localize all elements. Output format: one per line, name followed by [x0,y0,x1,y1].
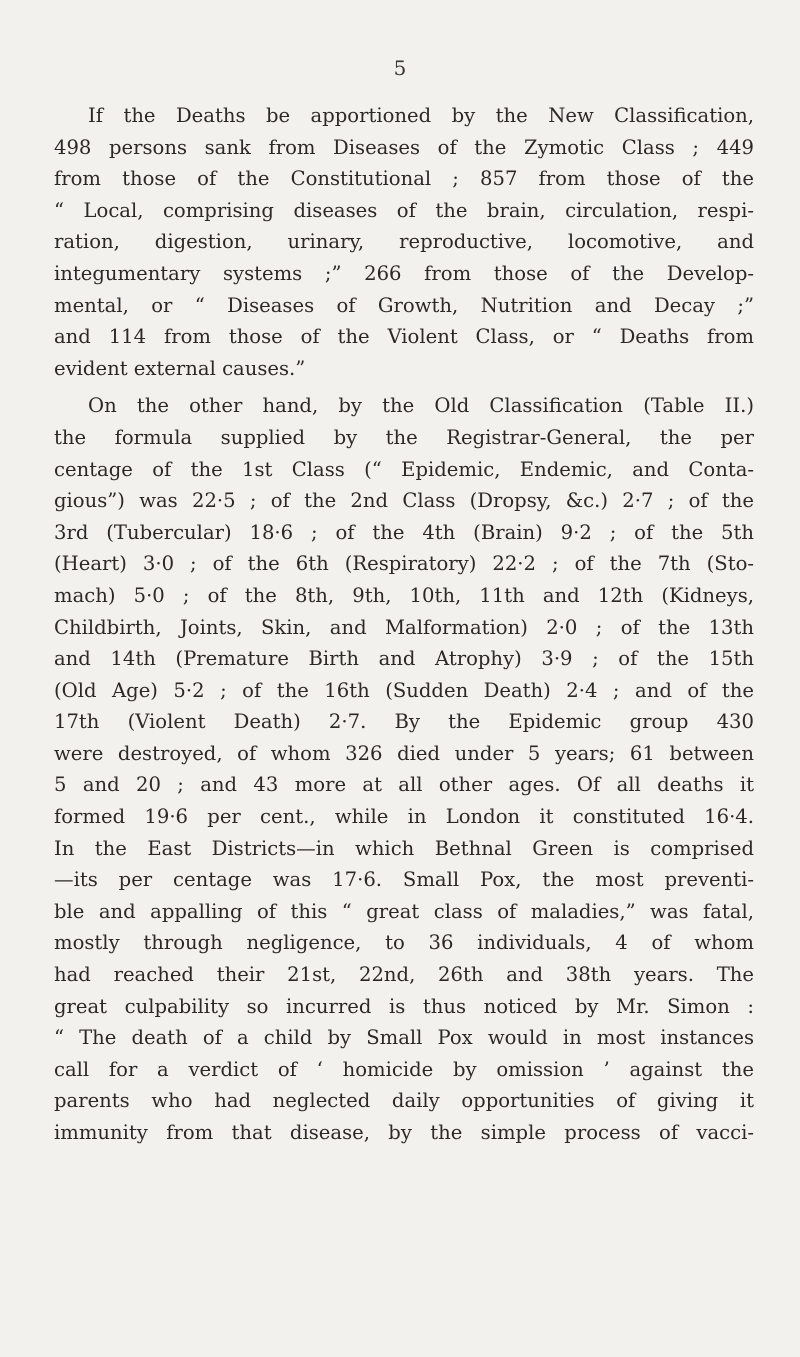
text-line: gious”) was 22·5 ; of the 2nd Class (Dropsy, &c.) 2·7 ; of the [54,489,754,513]
text-line: and 14th (Premature Birth and Atrophy) 3·9 ; of the 15th [54,647,754,671]
text-line: the formula supplied by the Registrar-General, the per [54,425,754,449]
text-line: had reached their 21st, 22nd, 26th and 38th years. The [54,963,754,987]
text-line: 5 and 20 ; and 43 more at all other ages. Of all deaths it [54,773,754,797]
text-line: formed 19·6 per cent., while in London it constituted 16·4. [54,805,754,829]
text-line: —its per centage was 17·6. Small Pox, the most preventi- [54,868,754,892]
text-line: On the other hand, by the Old Classification (Table II.) [88,394,754,418]
text-line: parents who had neglected daily opportunities of giving it [54,1089,754,1113]
text-line: ration, digestion, urinary, reproductive, locomotive, and [54,230,754,254]
text-line: centage of the 1st Class (“ Epidemic, Endemic, and Conta- [54,457,754,481]
text-line: great culpability so incurred is thus noticed by Mr. Simon : [54,994,754,1018]
text-line: Childbirth, Joints, Skin, and Malformation) 2·0 ; of the 13th [54,615,754,639]
text-line: 3rd (Tubercular) 18·6 ; of the 4th (Brain) 9·2 ; of the 5th [54,520,754,544]
text-line: 17th (Violent Death) 2·7. By the Epidemic group 430 [54,710,754,734]
page-number: 5 [393,56,407,80]
paragraph-new-classification [54,100,754,384]
body-text [54,100,754,1149]
text-line: and 114 from those of the Violent Class, or “ Deaths from [54,325,754,349]
text-line: mach) 5·0 ; of the 8th, 9th, 10th, 11th and 12th (Kidneys, [54,583,754,607]
text-line: evident external causes.” [54,356,306,380]
text-line: 498 persons sank from Diseases of the Zymotic Class ; 449 [54,135,754,159]
text-line: If the Deaths be apportioned by the New Classification, [88,104,754,127]
text-line: In the East Districts—in which Bethnal Green is comprised [54,836,754,860]
text-line: from those of the Constitutional ; 857 from those of the [54,167,754,191]
text-line: “ Local, comprising diseases of the brain, circulation, respi- [54,198,754,222]
text-line: call for a verdict of ‘ homicide by omission ’ against the [54,1057,754,1081]
text-line: (Old Age) 5·2 ; of the 16th (Sudden Death) 2·4 ; and of the [54,678,754,702]
text-line: ble and appalling of this “ great class of maladies,” was fatal, [54,899,754,923]
text-line: immunity from that disease, by the simple process of vacci- [54,1121,754,1144]
text-line: mental, or “ Diseases of Growth, Nutrition and Decay ;” [54,293,754,317]
text-line: “ The death of a child by Small Pox would in most instances [54,1026,754,1050]
text-line: (Heart) 3·0 ; of the 6th (Respiratory) 22·2 ; of the 7th (Sto- [54,552,754,576]
text-line: integumentary systems ;” 266 from those of the Develop- [54,261,754,285]
text-line: mostly through negligence, to 36 individuals, 4 of whom [54,931,754,955]
paragraph-old-classification [54,390,754,1148]
text-line: were destroyed, of whom 326 died under 5 years; 61 between [54,741,754,765]
